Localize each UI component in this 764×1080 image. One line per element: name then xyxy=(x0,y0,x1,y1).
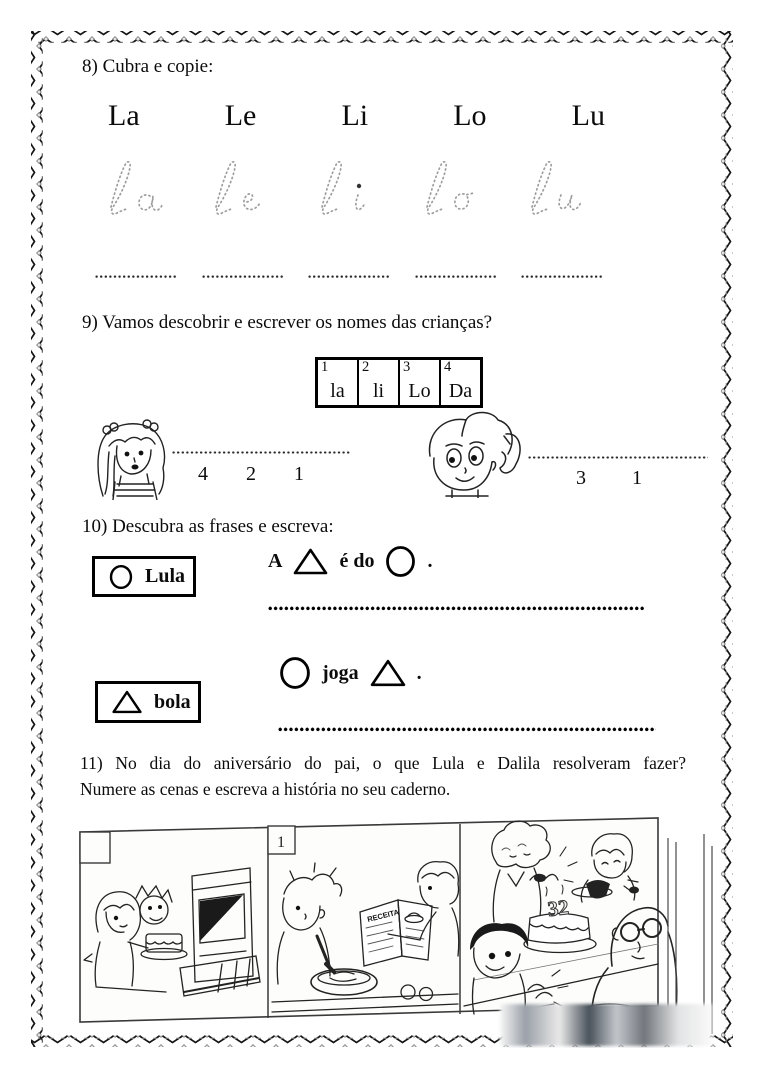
cell-syllable: la xyxy=(330,380,345,402)
sentence-1 xyxy=(268,545,432,578)
trace-syllable-la xyxy=(98,150,182,224)
sentence-word: joga xyxy=(322,661,359,684)
exercise11-text xyxy=(80,750,686,803)
trace-syllables-row xyxy=(98,150,603,224)
order-numbers-left xyxy=(198,463,304,486)
cell-number: 4 xyxy=(444,359,452,375)
print-syllable: Li xyxy=(341,99,369,132)
cake-candles-number: 32 xyxy=(546,894,571,922)
girl-ponytail-image xyxy=(418,406,526,498)
panel-number: 1 xyxy=(277,834,285,851)
table-cell xyxy=(441,360,480,405)
i-dot xyxy=(356,184,360,188)
cell-syllable: Lo xyxy=(408,380,431,402)
trace-syllable-lo xyxy=(414,150,498,224)
write-line xyxy=(95,252,177,278)
answer-line-sentence2 xyxy=(278,727,656,732)
table-cell xyxy=(318,360,359,405)
print-syllables-row xyxy=(108,99,605,133)
answer-line-left xyxy=(172,451,350,455)
exercise10-title: 10) Descubra as frases e escreva: xyxy=(82,516,334,537)
print-syllable: Lo xyxy=(453,99,487,132)
trace-syllable-li xyxy=(309,150,393,224)
scan-smear-artifact xyxy=(500,1004,712,1046)
recipe-book-title: RECEITA xyxy=(366,907,400,924)
answer-line-right xyxy=(528,456,708,460)
sentence-punct: . xyxy=(416,661,422,684)
legend-lula xyxy=(92,556,196,597)
cell-number: 2 xyxy=(362,359,370,375)
order-numbers-right xyxy=(576,467,642,490)
legend-label: Lula xyxy=(145,565,186,587)
circle-symbol-icon xyxy=(278,656,312,690)
exercise11-line1: 11) No dia do aniversário do pai, o que Lula e Dalila resolveram fazer? xyxy=(80,753,686,773)
order-number: 1 xyxy=(294,463,304,485)
cell-number: 1 xyxy=(321,359,329,375)
circle-symbol-icon xyxy=(108,564,134,590)
write-line xyxy=(202,252,284,278)
girl-long-hair-image xyxy=(83,412,183,500)
cell-number: 3 xyxy=(403,359,411,375)
circle-symbol-icon xyxy=(384,545,417,578)
write-lines-row xyxy=(95,252,603,278)
print-syllable: Le xyxy=(224,99,257,132)
print-syllable: La xyxy=(108,99,140,132)
triangle-symbol-icon xyxy=(111,689,143,715)
table-cell xyxy=(400,360,441,405)
order-number: 3 xyxy=(576,467,586,489)
exercise8-title: 8) Cubra e copie: xyxy=(82,56,214,77)
trace-syllable-le xyxy=(203,150,287,224)
sentence-word: é do xyxy=(339,550,375,572)
legend-label: bola xyxy=(154,690,191,713)
table-cell xyxy=(359,360,400,405)
exercise11-line2: Numere as cenas e escreva a história no seu caderno. xyxy=(80,779,451,800)
panel-number-box-empty xyxy=(80,832,110,863)
sentence-2 xyxy=(278,656,422,690)
syllable-table xyxy=(315,357,483,408)
triangle-symbol-icon xyxy=(292,547,329,576)
print-syllable: Lu xyxy=(571,99,605,132)
legend-bola xyxy=(95,681,201,723)
trace-syllable-lu xyxy=(519,150,603,224)
sentence-punct: . xyxy=(427,550,433,572)
cell-syllable: Da xyxy=(448,380,473,402)
write-line xyxy=(308,252,390,278)
order-number: 2 xyxy=(246,463,256,485)
triangle-symbol-icon xyxy=(369,658,407,688)
order-number: 1 xyxy=(632,467,642,489)
order-number: 4 xyxy=(198,463,208,485)
sentence-word: A xyxy=(268,550,283,572)
cell-syllable: li xyxy=(372,380,385,402)
write-line xyxy=(521,252,603,278)
answer-line-sentence1 xyxy=(268,606,645,611)
comic-strip-image xyxy=(72,816,716,1048)
write-line xyxy=(415,252,497,278)
exercise9-title: 9) Vamos descobrir e escrever os nomes das crianças? xyxy=(82,312,493,333)
